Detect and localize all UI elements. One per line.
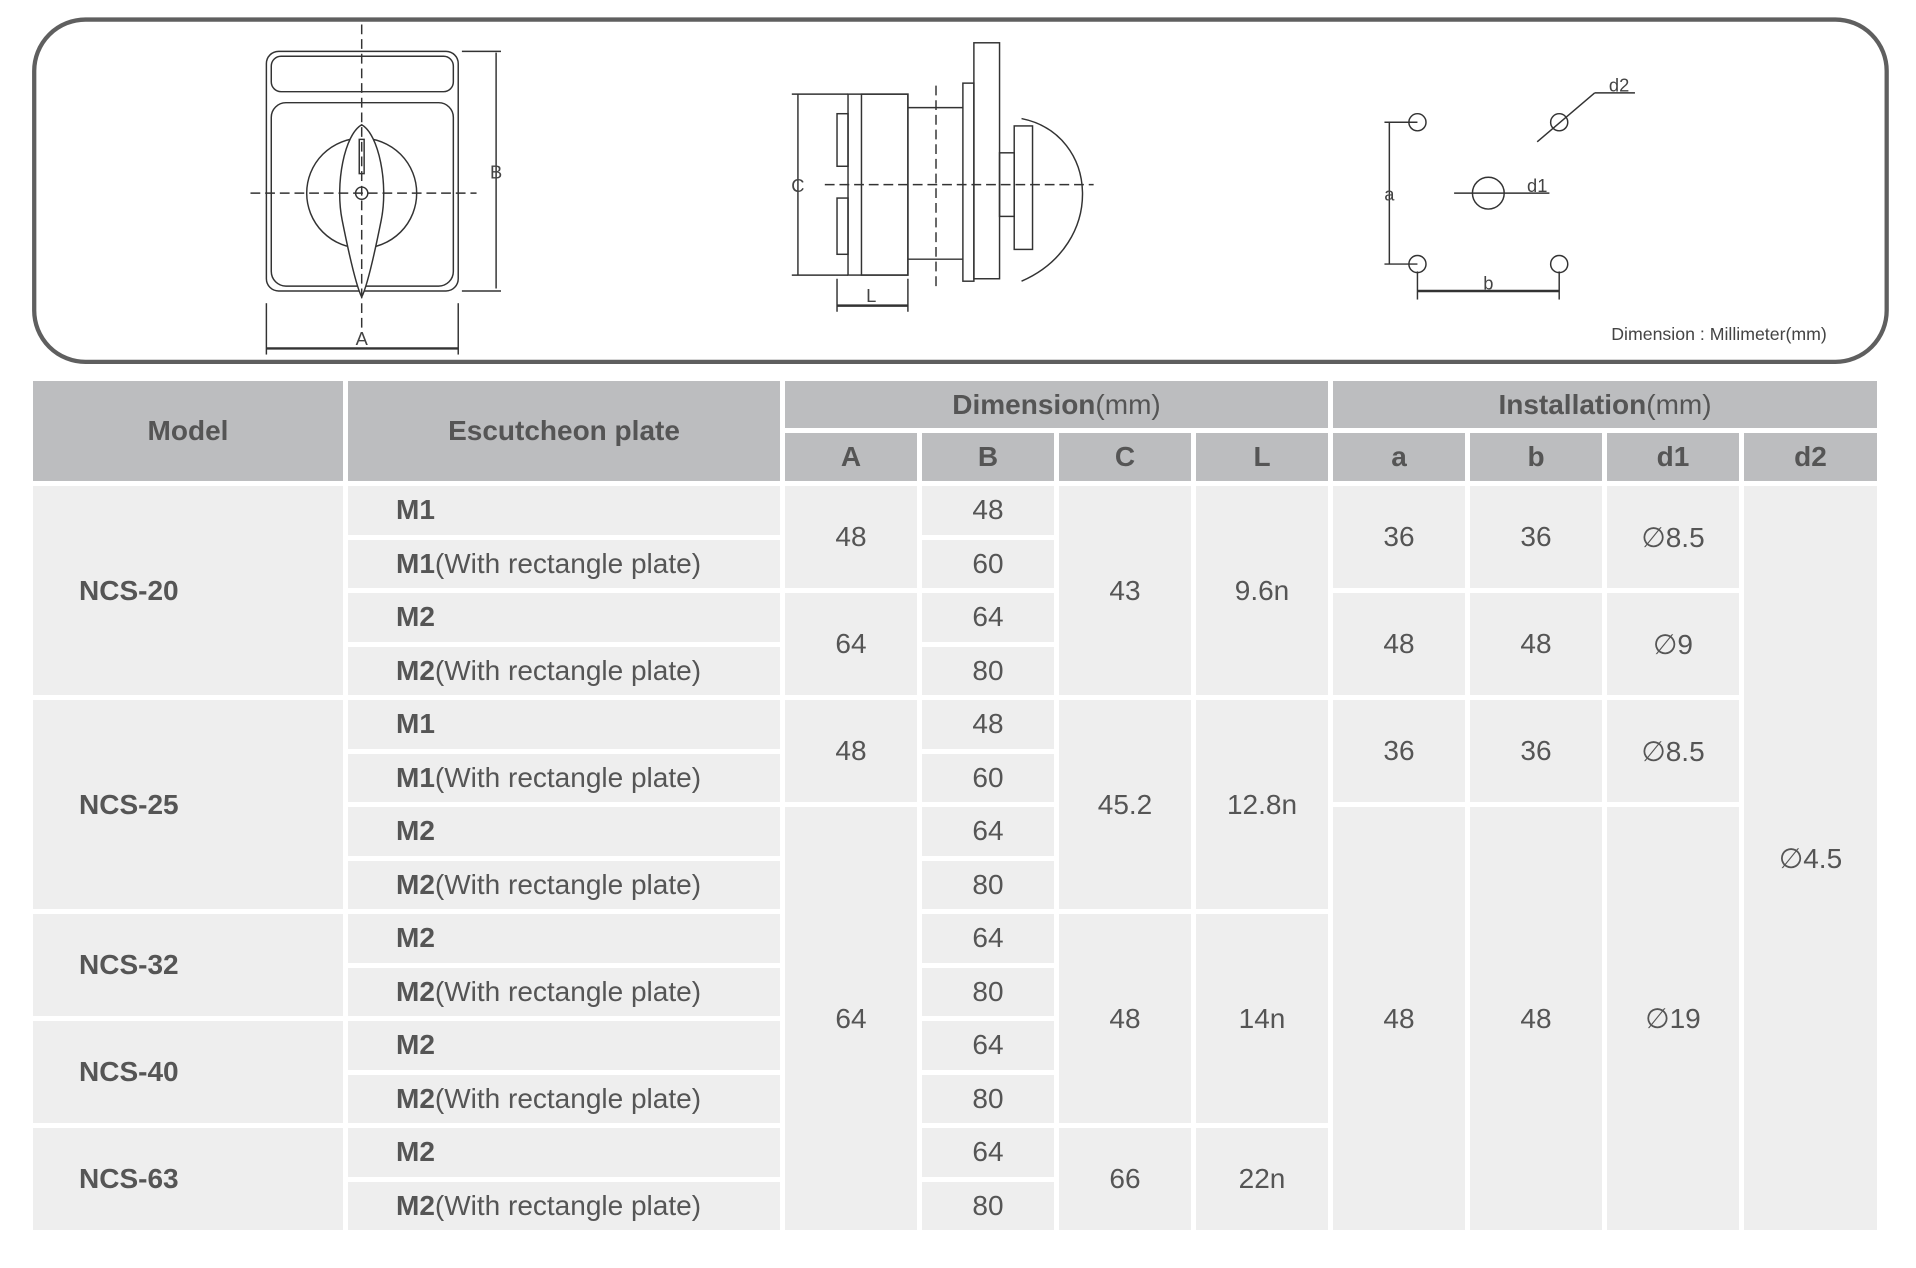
dimension-b-cell: 64 bbox=[922, 807, 1054, 856]
plate-variant: (With rectangle plate) bbox=[434, 868, 702, 900]
install-d1-cell: ∅19 bbox=[1607, 807, 1739, 1230]
escutcheon-cell bbox=[348, 914, 780, 963]
header-dimension-label: Dimension bbox=[952, 388, 1096, 420]
plate-type: M1 bbox=[396, 494, 435, 526]
dimension-b-cell: 48 bbox=[922, 486, 1054, 535]
header-dimension-unit: (mm) bbox=[1095, 388, 1161, 420]
dimension-l-cell: 12.8n bbox=[1196, 700, 1328, 909]
escutcheon-cell bbox=[348, 754, 780, 803]
install-d1-cell: ∅9 bbox=[1607, 593, 1739, 695]
install-a-cell: 48 bbox=[1333, 593, 1465, 695]
dimension-b-cell: 80 bbox=[922, 1075, 1054, 1124]
escutcheon-cell bbox=[348, 1075, 780, 1124]
dimension-b-cell: 64 bbox=[922, 914, 1054, 963]
plate-type: M2 bbox=[396, 1082, 435, 1114]
dimension-l-cell: 22n bbox=[1196, 1128, 1328, 1230]
plate-variant: (With rectangle plate) bbox=[434, 761, 702, 793]
label-A: A bbox=[355, 327, 368, 349]
escutcheon-cell bbox=[348, 593, 780, 642]
header-installation bbox=[1333, 381, 1877, 428]
install-b-cell: 48 bbox=[1470, 593, 1602, 695]
plate-variant: (With rectangle plate) bbox=[434, 1189, 702, 1221]
install-a-cell: 36 bbox=[1333, 700, 1465, 802]
model-cell: NCS-63 bbox=[33, 1128, 343, 1230]
dimension-b-cell: 80 bbox=[922, 1182, 1054, 1231]
label-d1: d1 bbox=[1527, 174, 1548, 196]
model-cell: NCS-20 bbox=[33, 486, 343, 695]
plate-type: M2 bbox=[396, 868, 435, 900]
plate-variant: (With rectangle plate) bbox=[434, 547, 702, 579]
plate-type: M1 bbox=[396, 547, 435, 579]
column-header: A bbox=[785, 433, 917, 481]
plate-type: M2 bbox=[396, 815, 435, 847]
escutcheon-cell bbox=[348, 540, 780, 589]
install-d2-cell: ∅4.5 bbox=[1744, 486, 1877, 1230]
dimension-c-cell: 45.2 bbox=[1059, 700, 1191, 909]
escutcheon-cell bbox=[348, 968, 780, 1017]
dimension-l-cell: 9.6n bbox=[1196, 486, 1328, 695]
dimension-b-cell: 80 bbox=[922, 861, 1054, 910]
label-C: C bbox=[791, 174, 805, 196]
plate-type: M2 bbox=[396, 975, 435, 1007]
plate-type: M1 bbox=[396, 761, 435, 793]
dimension-a-cell: 48 bbox=[785, 486, 917, 588]
model-cell: NCS-25 bbox=[33, 700, 343, 909]
column-header: a bbox=[1333, 433, 1465, 481]
model-cell: NCS-40 bbox=[33, 1021, 343, 1123]
units-note: Dimension : Millimeter(mm) bbox=[1611, 323, 1827, 344]
drawing-frame bbox=[34, 20, 1886, 362]
dimension-c-cell: 48 bbox=[1059, 914, 1191, 1123]
dimension-c-cell: 43 bbox=[1059, 486, 1191, 695]
column-header: d2 bbox=[1744, 433, 1877, 481]
dimension-b-cell: 64 bbox=[922, 1021, 1054, 1070]
dimension-c-cell: 66 bbox=[1059, 1128, 1191, 1230]
plate-type: M2 bbox=[396, 922, 435, 954]
column-header: b bbox=[1470, 433, 1602, 481]
plate-type: M2 bbox=[396, 1029, 435, 1061]
escutcheon-cell bbox=[348, 861, 780, 910]
label-L: L bbox=[866, 284, 877, 306]
dimension-b-cell: 64 bbox=[922, 593, 1054, 642]
plate-variant: (With rectangle plate) bbox=[434, 1082, 702, 1114]
escutcheon-cell bbox=[348, 807, 780, 856]
label-B: B bbox=[489, 161, 503, 183]
escutcheon-cell bbox=[348, 700, 780, 749]
column-header: C bbox=[1059, 433, 1191, 481]
dimension-b-cell: 64 bbox=[922, 1128, 1054, 1177]
escutcheon-cell bbox=[348, 486, 780, 535]
header-dimension bbox=[785, 381, 1328, 428]
label-b: b bbox=[1483, 272, 1494, 294]
plate-type: M2 bbox=[396, 1136, 435, 1168]
dimension-b-cell: 80 bbox=[922, 647, 1054, 696]
install-d1-cell: ∅8.5 bbox=[1607, 486, 1739, 588]
label-d2: d2 bbox=[1608, 74, 1630, 96]
install-b-cell: 48 bbox=[1470, 807, 1602, 1230]
plate-variant: (With rectangle plate) bbox=[434, 654, 702, 686]
plate-type: M1 bbox=[396, 708, 435, 740]
install-a-cell: 36 bbox=[1333, 486, 1465, 588]
dimension-b-cell: 60 bbox=[922, 754, 1054, 803]
column-header: d1 bbox=[1607, 433, 1739, 481]
dimension-b-cell: 48 bbox=[922, 700, 1054, 749]
dimension-drawings bbox=[0, 0, 1916, 379]
label-a: a bbox=[1384, 183, 1395, 205]
install-b-cell: 36 bbox=[1470, 486, 1602, 588]
dimension-b-cell: 60 bbox=[922, 540, 1054, 589]
plate-type: M2 bbox=[396, 654, 435, 686]
dimension-a-cell: 48 bbox=[785, 700, 917, 802]
dimension-l-cell: 14n bbox=[1196, 914, 1328, 1123]
dimension-b-cell: 80 bbox=[922, 968, 1054, 1017]
plate-type: M2 bbox=[396, 601, 435, 633]
escutcheon-cell bbox=[348, 1182, 780, 1231]
header-escutcheon: Escutcheon plate bbox=[348, 381, 780, 481]
escutcheon-cell bbox=[348, 1021, 780, 1070]
escutcheon-cell bbox=[348, 647, 780, 696]
header-model: Model bbox=[33, 381, 343, 481]
header-installation-label: Installation bbox=[1498, 388, 1647, 420]
column-header: L bbox=[1196, 433, 1328, 481]
column-header: B bbox=[922, 433, 1054, 481]
plate-variant: (With rectangle plate) bbox=[434, 975, 702, 1007]
install-a-cell: 48 bbox=[1333, 807, 1465, 1230]
dimension-a-cell: 64 bbox=[785, 593, 917, 695]
plate-type: M2 bbox=[396, 1189, 435, 1221]
escutcheon-cell bbox=[348, 1128, 780, 1177]
dimension-table bbox=[33, 381, 1889, 1230]
dimension-a-cell: 64 bbox=[785, 807, 917, 1230]
header-installation-unit: (mm) bbox=[1646, 388, 1712, 420]
install-b-cell: 36 bbox=[1470, 700, 1602, 802]
model-cell: NCS-32 bbox=[33, 914, 343, 1016]
install-d1-cell: ∅8.5 bbox=[1607, 700, 1739, 802]
